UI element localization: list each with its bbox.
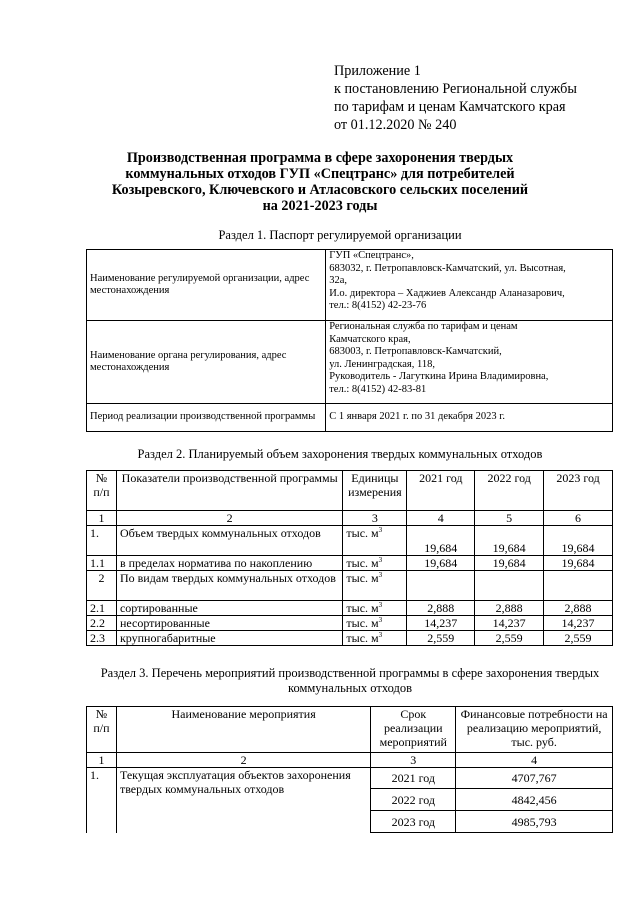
passport-label: Наименование органа регулирования, адрес местонахождения (87, 321, 326, 404)
value-2021: 19,684 (407, 526, 475, 556)
value-2022: 2,888 (475, 601, 544, 616)
value-2021: 2,559 (407, 631, 475, 646)
table-row (87, 571, 613, 601)
value-2022: 14,237 (475, 616, 544, 631)
column-header: Наименование мероприятия (116, 707, 370, 753)
row-unit: тыс. $м^3$ (343, 616, 407, 631)
value-2023: 14,237 (544, 616, 613, 631)
row-unit: тыс. $м^3$ (343, 526, 407, 556)
column-number: 3 (343, 511, 407, 526)
measure-amount: 4842,456 (456, 789, 613, 811)
value-2022: 19,684 (475, 556, 544, 571)
column-header: Показатели производственной программы (116, 471, 342, 511)
value-2022: 2,559 (475, 631, 544, 646)
appendix-line: Приложение 1 (334, 63, 421, 79)
passport-value: Региональная служба по тарифам и ценам Камчатского края, 683003, г. Петропавловск-Камчатский, ул. Ленинградская, 118, Руководитель - Лагуткина Ирина Владимировна, тел.: 8(4152) 42-83-81 (326, 321, 613, 404)
column-header: 2022 год (475, 471, 544, 511)
row-unit: тыс. $м^3$ (343, 556, 407, 571)
measure-year: 2023 год (371, 811, 456, 833)
table-row (87, 526, 613, 556)
column-number: 5 (475, 511, 544, 526)
value-2021 (407, 571, 475, 601)
column-header: 2021 год (407, 471, 475, 511)
column-number-row (87, 511, 613, 526)
column-number: 3 (371, 753, 456, 768)
value-2023: 2,559 (544, 631, 613, 646)
column-number: 1 (87, 753, 117, 768)
row-name: Объем твердых коммунальных отходов (116, 526, 342, 556)
value-2023: 2,888 (544, 601, 613, 616)
table-row (87, 768, 613, 789)
value-2023: 19,684 (544, 526, 613, 556)
row-name: несортированные (116, 616, 342, 631)
passport-label: Наименование регулируемой организации, адрес местонахождения (87, 250, 326, 321)
row-number: 1.1 (87, 556, 117, 571)
passport-value: ГУП «Спецтранс», 683032, г. Петропавловск-Камчатский, ул. Высотная, 32а, И.о. директора – Хаджиев Александр Аланазарович, тел.: 8(4152) 42-23-76 (326, 250, 613, 321)
volume-table (86, 470, 613, 646)
row-unit: тыс. $м^3$ (343, 571, 407, 601)
column-number: 4 (407, 511, 475, 526)
column-header: Срок реализации мероприятий (371, 707, 456, 753)
passport-label: Период реализации производственной программы (87, 404, 326, 432)
column-number: 2 (116, 753, 370, 768)
measure-amount: 4707,767 (456, 768, 613, 789)
value-2021: 14,237 (407, 616, 475, 631)
value-2023 (544, 571, 613, 601)
value-2021: 19,684 (407, 556, 475, 571)
passport-value: С 1 января 2021 г. по 31 декабря 2023 г. (326, 404, 613, 432)
column-header: № п/п (87, 471, 117, 511)
title-line: коммунальных отходов ГУП «Спецтранс» для потребителей (125, 166, 515, 182)
measure-year: 2021 год (371, 768, 456, 789)
value-2022 (475, 571, 544, 601)
section1-title: Раздел 1. Паспорт регулируемой организации (218, 228, 462, 242)
document-title (0, 150, 640, 214)
title-line: Производственная программа в сфере захоронения твердых (126, 150, 514, 166)
row-name: крупногабаритные (116, 631, 342, 646)
appendix-line: по тарифам и ценам Камчатского края (334, 99, 566, 115)
row-number: 1. (87, 526, 117, 556)
table-row (87, 616, 613, 631)
table-row (87, 556, 613, 571)
row-unit: тыс. $м^3$ (343, 631, 407, 646)
table-row (87, 404, 613, 432)
row-unit: тыс. $м^3$ (343, 601, 407, 616)
appendix-header (334, 62, 577, 134)
row-number: 1. (87, 768, 117, 833)
section3-title: Раздел 3. Перечень мероприятий производственной программы в сфере захоронения твердых коммунальных отходов (100, 666, 600, 695)
measures-table (86, 706, 613, 833)
column-number: 6 (544, 511, 613, 526)
value-2023: 19,684 (544, 556, 613, 571)
row-number: 2.3 (87, 631, 117, 646)
title-line: на 2021-2023 годы (262, 198, 378, 214)
measure-year: 2022 год (371, 789, 456, 811)
passport-table (86, 249, 613, 432)
row-name: Текущая эксплуатация объектов захоронения твердых коммунальных отходов (116, 768, 370, 833)
column-number-row (87, 753, 613, 768)
column-number: 1 (87, 511, 117, 526)
table-row (87, 601, 613, 616)
appendix-line: от 01.12.2020 № 240 (334, 117, 457, 133)
table-row (87, 631, 613, 646)
value-2021: 2,888 (407, 601, 475, 616)
column-header: 2023 год (544, 471, 613, 511)
row-name: в пределах норматива по накоплению (116, 556, 342, 571)
column-header: Финансовые потребности на реализацию мероприятий, тыс. руб. (456, 707, 613, 753)
title-line: Козыревского, Ключевского и Атласовского сельских поселений (111, 182, 529, 198)
table-header-row (87, 707, 613, 753)
appendix-line: к постановлению Региональной службы (334, 81, 577, 97)
table-header-row (87, 471, 613, 511)
column-number: 2 (116, 511, 342, 526)
row-number: 2 (87, 571, 117, 601)
table-row (87, 321, 613, 404)
measure-amount: 4985,793 (456, 811, 613, 833)
row-number: 2.1 (87, 601, 117, 616)
value-2022: 19,684 (475, 526, 544, 556)
table-row (87, 250, 613, 321)
column-header: Единицы измерения (343, 471, 407, 511)
row-name: По видам твердых коммунальных отходов (116, 571, 342, 601)
column-header: № п/п (87, 707, 117, 753)
section2-title: Раздел 2. Планируемый объем захоронения твердых коммунальных отходов (137, 447, 543, 461)
row-number: 2.2 (87, 616, 117, 631)
column-number: 4 (456, 753, 613, 768)
row-name: сортированные (116, 601, 342, 616)
